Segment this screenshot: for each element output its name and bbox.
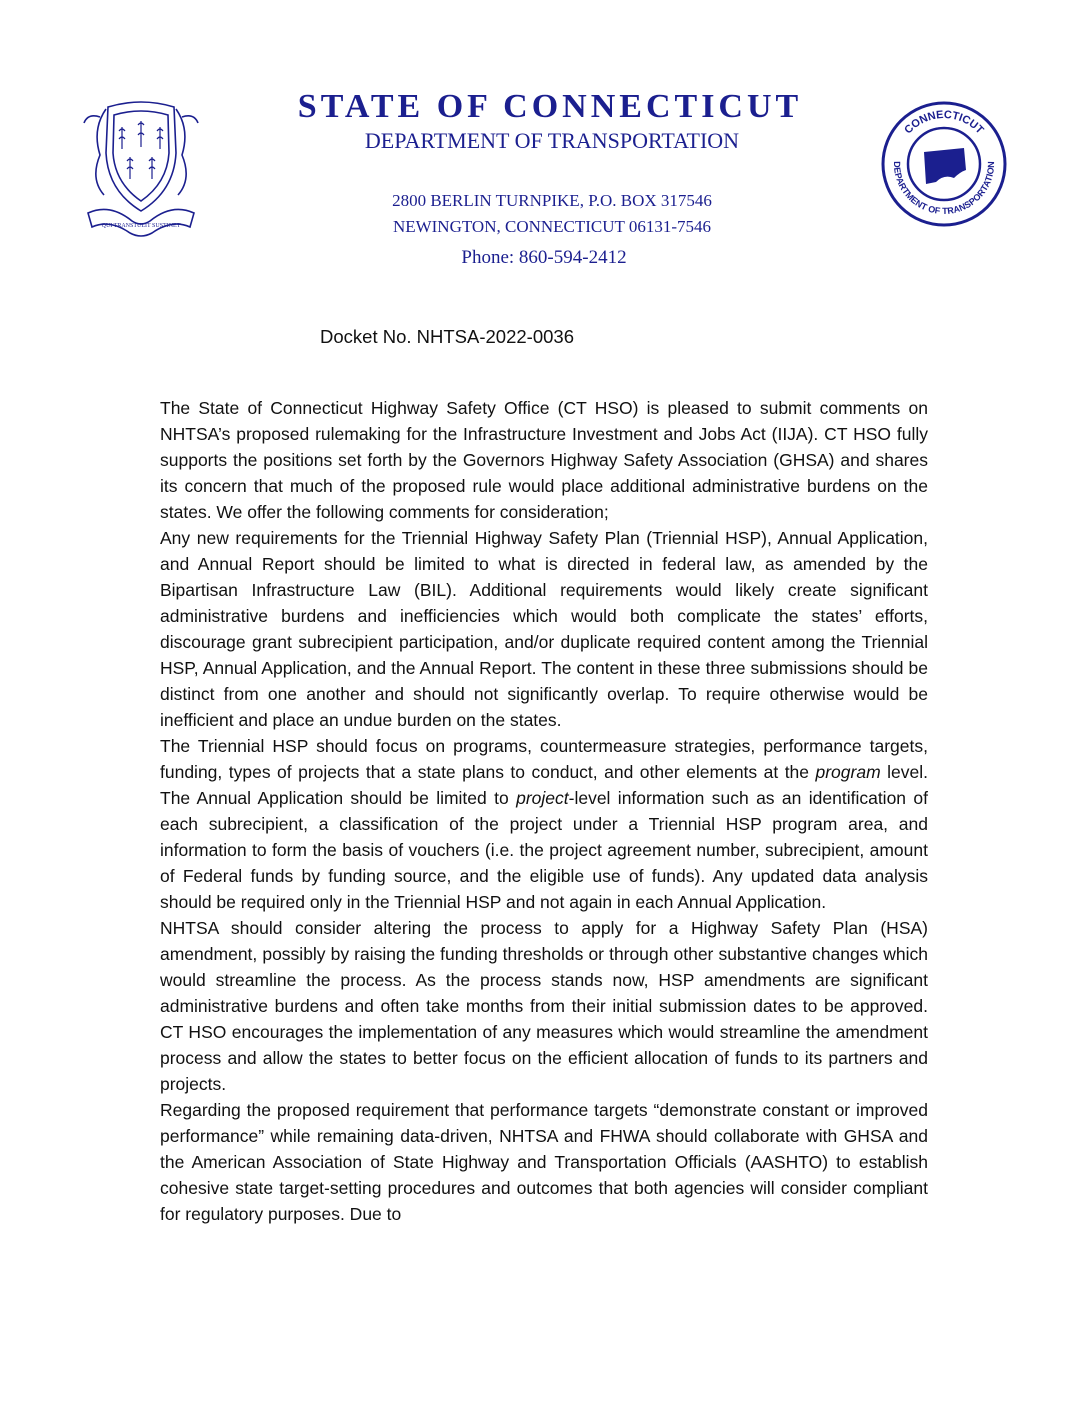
svg-text:DEPARTMENT OF TRANSPORTATION: DEPARTMENT OF TRANSPORTATION bbox=[891, 161, 997, 217]
paragraph-requirements: Any new requirements for the Triennial Highway Safety Plan (Triennial HSP), Annual Application, and Annual Report should be limited to what is directed in federal law, as amended by the Bipartisan Infrastructure Law (BIL). Additional requirements would likely create significant administrative burdens and inefficiencies which would both complicate the states’ efforts, discourage grant subrecipient participation, and/or duplicate required content among the Triennial HSP, Annual Application, and the Annual Report. The content in these three submissions should be distinct from one another and should not significantly overlap. To require otherwise would be inefficient and place an undue burden on the states. bbox=[160, 528, 928, 730]
svg-text:CONNECTICUT: CONNECTICUT bbox=[902, 108, 986, 137]
letter-body bbox=[160, 395, 928, 1227]
paragraph-triennial-hsp bbox=[160, 733, 928, 915]
paragraph-text: -level information such as an identification of each subrecipient, a classification of the project under a Triennial HSP program area, and information to form the basis of vouchers (i.e. the project agreement number, subrecipient, amount of Federal funds by funding source, and the eligible use of funds). Any updated data analysis should be required only in the Triennial HSP and not again in each Annual Application. bbox=[160, 788, 928, 912]
paragraph-performance-targets: Regarding the proposed requirement that performance targets “demonstrate constant or improved performance” while remaining data-driven, NHTSA and FHWA should collaborate with GHSA and the American Association of State Highway and Transportation Officials (AASHTO) to establish cohesive state target-setting procedures and outcomes that both agencies will consider compliant for regulatory purposes. Due to bbox=[160, 1100, 928, 1224]
paragraph-amendment: NHTSA should consider altering the process to apply for a Highway Safety Plan (HSA) amendment, possibly by raising the funding thresholds or through other substantive changes which would streamline the process. As the process stands now, HSP amendments are significant administrative burdens and often take months from their initial submission dates to be approved. CT HSO encourages the implementation of any measures which would streamline the amendment process and allow the states to better focus on the efficient allocation of funds to its partners and projects. bbox=[160, 918, 928, 1094]
svg-text:QUI TRANSTULIT SUSTINET: QUI TRANSTULIT SUSTINET bbox=[101, 223, 181, 229]
state-title: STATE OF CONNECTICUT bbox=[297, 88, 803, 125]
address-line-2: NEWINGTON, CONNECTICUT 06131-7546 bbox=[392, 217, 712, 236]
emphasis-program: program bbox=[815, 762, 881, 782]
paragraph-intro: The State of Connecticut Highway Safety Office (CT HSO) is pleased to submit comments on NHTSA’s proposed rulemaking for the Infrastructure Investment and Jobs Act (IIJA). CT HSO fully supports the positions set forth by the Governors Highway Safety Association (GHSA) and shares its concern that much of the proposed rule would place additional administrative burdens on the states. We offer the following comments for consideration; bbox=[160, 398, 928, 522]
docket-number: Docket No. NHTSA-2022-0036 bbox=[320, 326, 574, 347]
department-title: DEPARTMENT OF TRANSPORTATION bbox=[364, 128, 740, 153]
paragraph-text: level. The Annual Application should be limited to bbox=[160, 762, 928, 808]
emphasis-project: project bbox=[516, 788, 569, 808]
paragraph-text: The Triennial HSP should focus on programs, countermeasure strategies, performance targets, funding, types of projects that a state plans to conduct, and other elements at the bbox=[160, 736, 928, 782]
phone-number: Phone: 860-594-2412 bbox=[461, 247, 627, 268]
address-line-1: 2800 BERLIN TURNPIKE, P.O. BOX 317546 bbox=[392, 191, 712, 210]
